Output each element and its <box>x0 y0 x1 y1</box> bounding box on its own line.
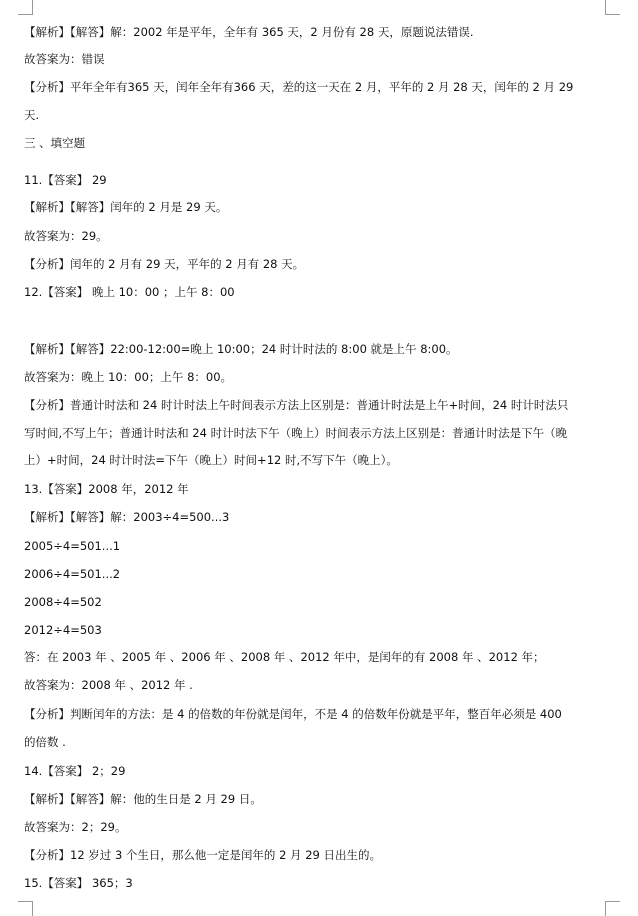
text-line: 故答案为：29。 <box>24 229 108 243</box>
crop-mark-bottom-right <box>605 901 620 916</box>
text-line: 写时间,不写上午；普通计时法和 24 时计时法下午（晚上）时间表示方法上区别是：普通计时法是下午（晚 <box>24 426 568 440</box>
text-line: 【分析】12 岁过 3 个生日，那么他一定是闰年的 2 月 29 日出生的。 <box>24 848 381 862</box>
text-line: 【解析】【解答】22:00-12:00=晚上 10:00；24 时计时法的 8:00 就是上午 8:00。 <box>24 342 458 356</box>
crop-mark-top-left <box>18 0 33 15</box>
text-line: 故答案为：错误 <box>24 52 105 66</box>
answer-line: 11.【答案】 29 <box>24 173 107 187</box>
text-line: 的倍数 . <box>24 735 66 749</box>
text-line: 【分析】平年全年有365 天，闰年全年有366 天，差的这一天在 2 月，平年的 2 月 28 天，闰年的 2 月 29 <box>24 80 574 94</box>
text-line: 故答案为：晚上 10：00；上午 8：00。 <box>24 370 233 384</box>
answer-line: 13.【答案】2008 年，2012 年 <box>24 482 189 496</box>
text-line: 【解析】【解答】解：他的生日是 2 月 29 日。 <box>24 792 262 806</box>
text-line: 【分析】判断闰年的方法：是 4 的倍数的年份就是闰年，不是 4 的倍数年份就是平年，整百年必须是 400 <box>24 707 562 721</box>
calc-line: 2006÷4=501...2 <box>24 567 121 581</box>
text-line: 【分析】闰年的 2 月有 29 天，平年的 2 月有 28 天。 <box>24 257 305 271</box>
text-line: 【解析】【解答】解：2002 年是平年，全年有 365 天，2 月份有 28 天，原题说法错误. <box>24 25 474 39</box>
calc-line: 2008÷4=502 <box>24 595 102 609</box>
crop-mark-top-right <box>605 0 620 15</box>
text-line: 答：在 2003 年 、2005 年 、2006 年 、2008 年 、2012 年中，是闰年的有 2008 年 、2012 年； <box>24 650 545 664</box>
calc-line: 2012÷4=503 <box>24 623 102 637</box>
text-line: 上）+时间，24 时计时法=下午（晚上）时间+12 时,不写下午（晚上）。 <box>24 453 398 467</box>
text-line: 故答案为：2008 年 、2012 年 . <box>24 678 193 692</box>
text-line: 故答案为：2；29。 <box>24 820 127 834</box>
text-line: 【解析】【解答】解：2003÷4=500...3 <box>24 510 230 524</box>
answer-line: 12.【答案】 晚上 10：00 ；上午 8：00 <box>24 285 235 299</box>
answer-line: 15.【答案】 365；3 <box>24 876 133 890</box>
text-line: 天. <box>24 108 40 122</box>
section-heading: 三 、填空题 <box>24 136 86 150</box>
text-line: 【分析】普通计时法和 24 时计时法上午时间表示方法上区别是：普通计时法是上午+时间，24 时计时法只 <box>24 398 569 412</box>
calc-line: 2005÷4=501...1 <box>24 539 121 553</box>
crop-mark-bottom-left <box>18 901 33 916</box>
answer-line: 14.【答案】 2；29 <box>24 764 126 778</box>
text-line: 【解析】【解答】闰年的 2 月是 29 天。 <box>24 200 228 214</box>
